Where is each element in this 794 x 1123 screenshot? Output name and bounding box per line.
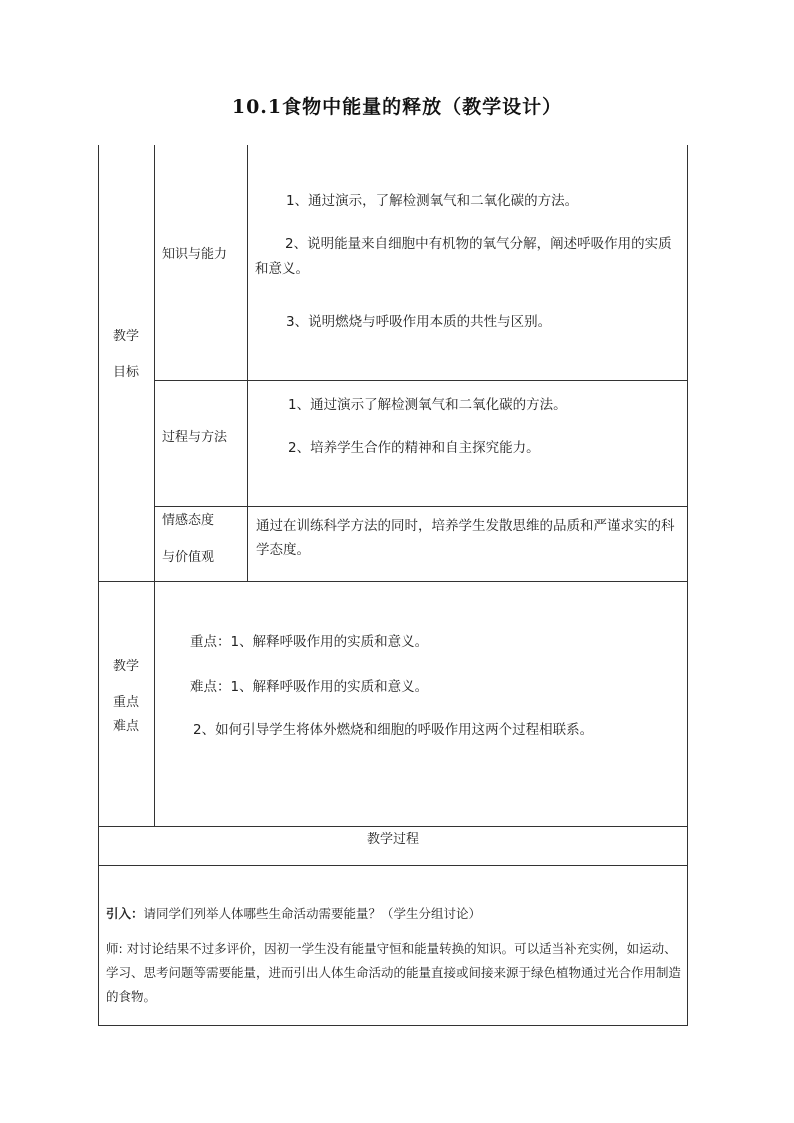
document-title: 10.1食物中能量的释放（教学设计）: [231, 96, 563, 118]
process-label: 过程与方法: [162, 430, 228, 445]
intro-text: 请同学们列举人体哪些生命活动需要能量？（学生分组讨论）: [143, 906, 482, 921]
keypoints-label-line3: 难点: [112, 719, 139, 734]
table-row-divider: [98, 865, 688, 866]
process-item-1: 1、通过演示了解检测氧气和二氧化碳的方法。: [288, 397, 567, 413]
table-row-divider: [98, 826, 688, 827]
knowledge-item-3: 3、说明燃烧与呼吸作用本质的共性与区别。: [286, 314, 552, 330]
keypoints-label-line1: 教学: [112, 659, 139, 674]
attitude-label-line1: 情感态度: [162, 513, 215, 528]
table-divider-col1: [154, 145, 155, 826]
knowledge-label: 知识与能力: [162, 247, 228, 262]
intro-label: 引入：: [106, 906, 144, 921]
knowledge-item-2: 2、说明能量来自细胞中有机物的氧气分解，阐述呼吸作用的实质和意义。: [255, 236, 672, 277]
table-border-right: [687, 145, 688, 1026]
process-item-2: 2、培养学生合作的精神和自主探究能力。: [288, 440, 540, 456]
table-row-divider: [154, 380, 688, 381]
table-divider-col2: [247, 145, 248, 581]
table-border-left: [98, 145, 99, 1026]
attitude-label: [162, 511, 214, 568]
knowledge-item-1: 1、通过演示，了解检测氧气和二氧化碳的方法。: [286, 193, 579, 209]
difficult-point: 难点：1、解释呼吸作用的实质和意义。: [190, 679, 429, 695]
difficult-point-2: 2、如何引导学生将体外燃烧和细胞的呼吸作用这两个过程相联系。: [193, 722, 594, 738]
table-row-divider: [154, 506, 688, 507]
table-row-divider: [98, 581, 688, 582]
teacher-text: 师: 对讨论结果不过多评价，因初一学生没有能量守恒和能量转换的知识。可以适当补充实例，如运动、学习、思考问题等需要能量，进而引出人体生命活动的能量直接或间接来源于绿色植物通过光合作用制造的食物。: [106, 941, 682, 1004]
intro-line: [106, 902, 684, 926]
important-point: 重点：1、解释呼吸作用的实质和意义。: [190, 634, 429, 650]
objectives-label-line1: 教学: [112, 329, 139, 344]
table-border-bottom: [98, 1025, 688, 1026]
process-section-header: 教学过程: [366, 832, 419, 847]
objectives-label: [98, 327, 154, 383]
keypoints-label: [98, 657, 154, 737]
attitude-label-line2: 与价值观: [162, 550, 215, 565]
objectives-label-line2: 目标: [112, 365, 139, 380]
keypoints-label-line2: 重点: [112, 695, 139, 710]
attitude-text: 通过在训练科学方法的同时，培养学生发散思维的品质和严谨求实的科学态度。: [256, 518, 675, 558]
